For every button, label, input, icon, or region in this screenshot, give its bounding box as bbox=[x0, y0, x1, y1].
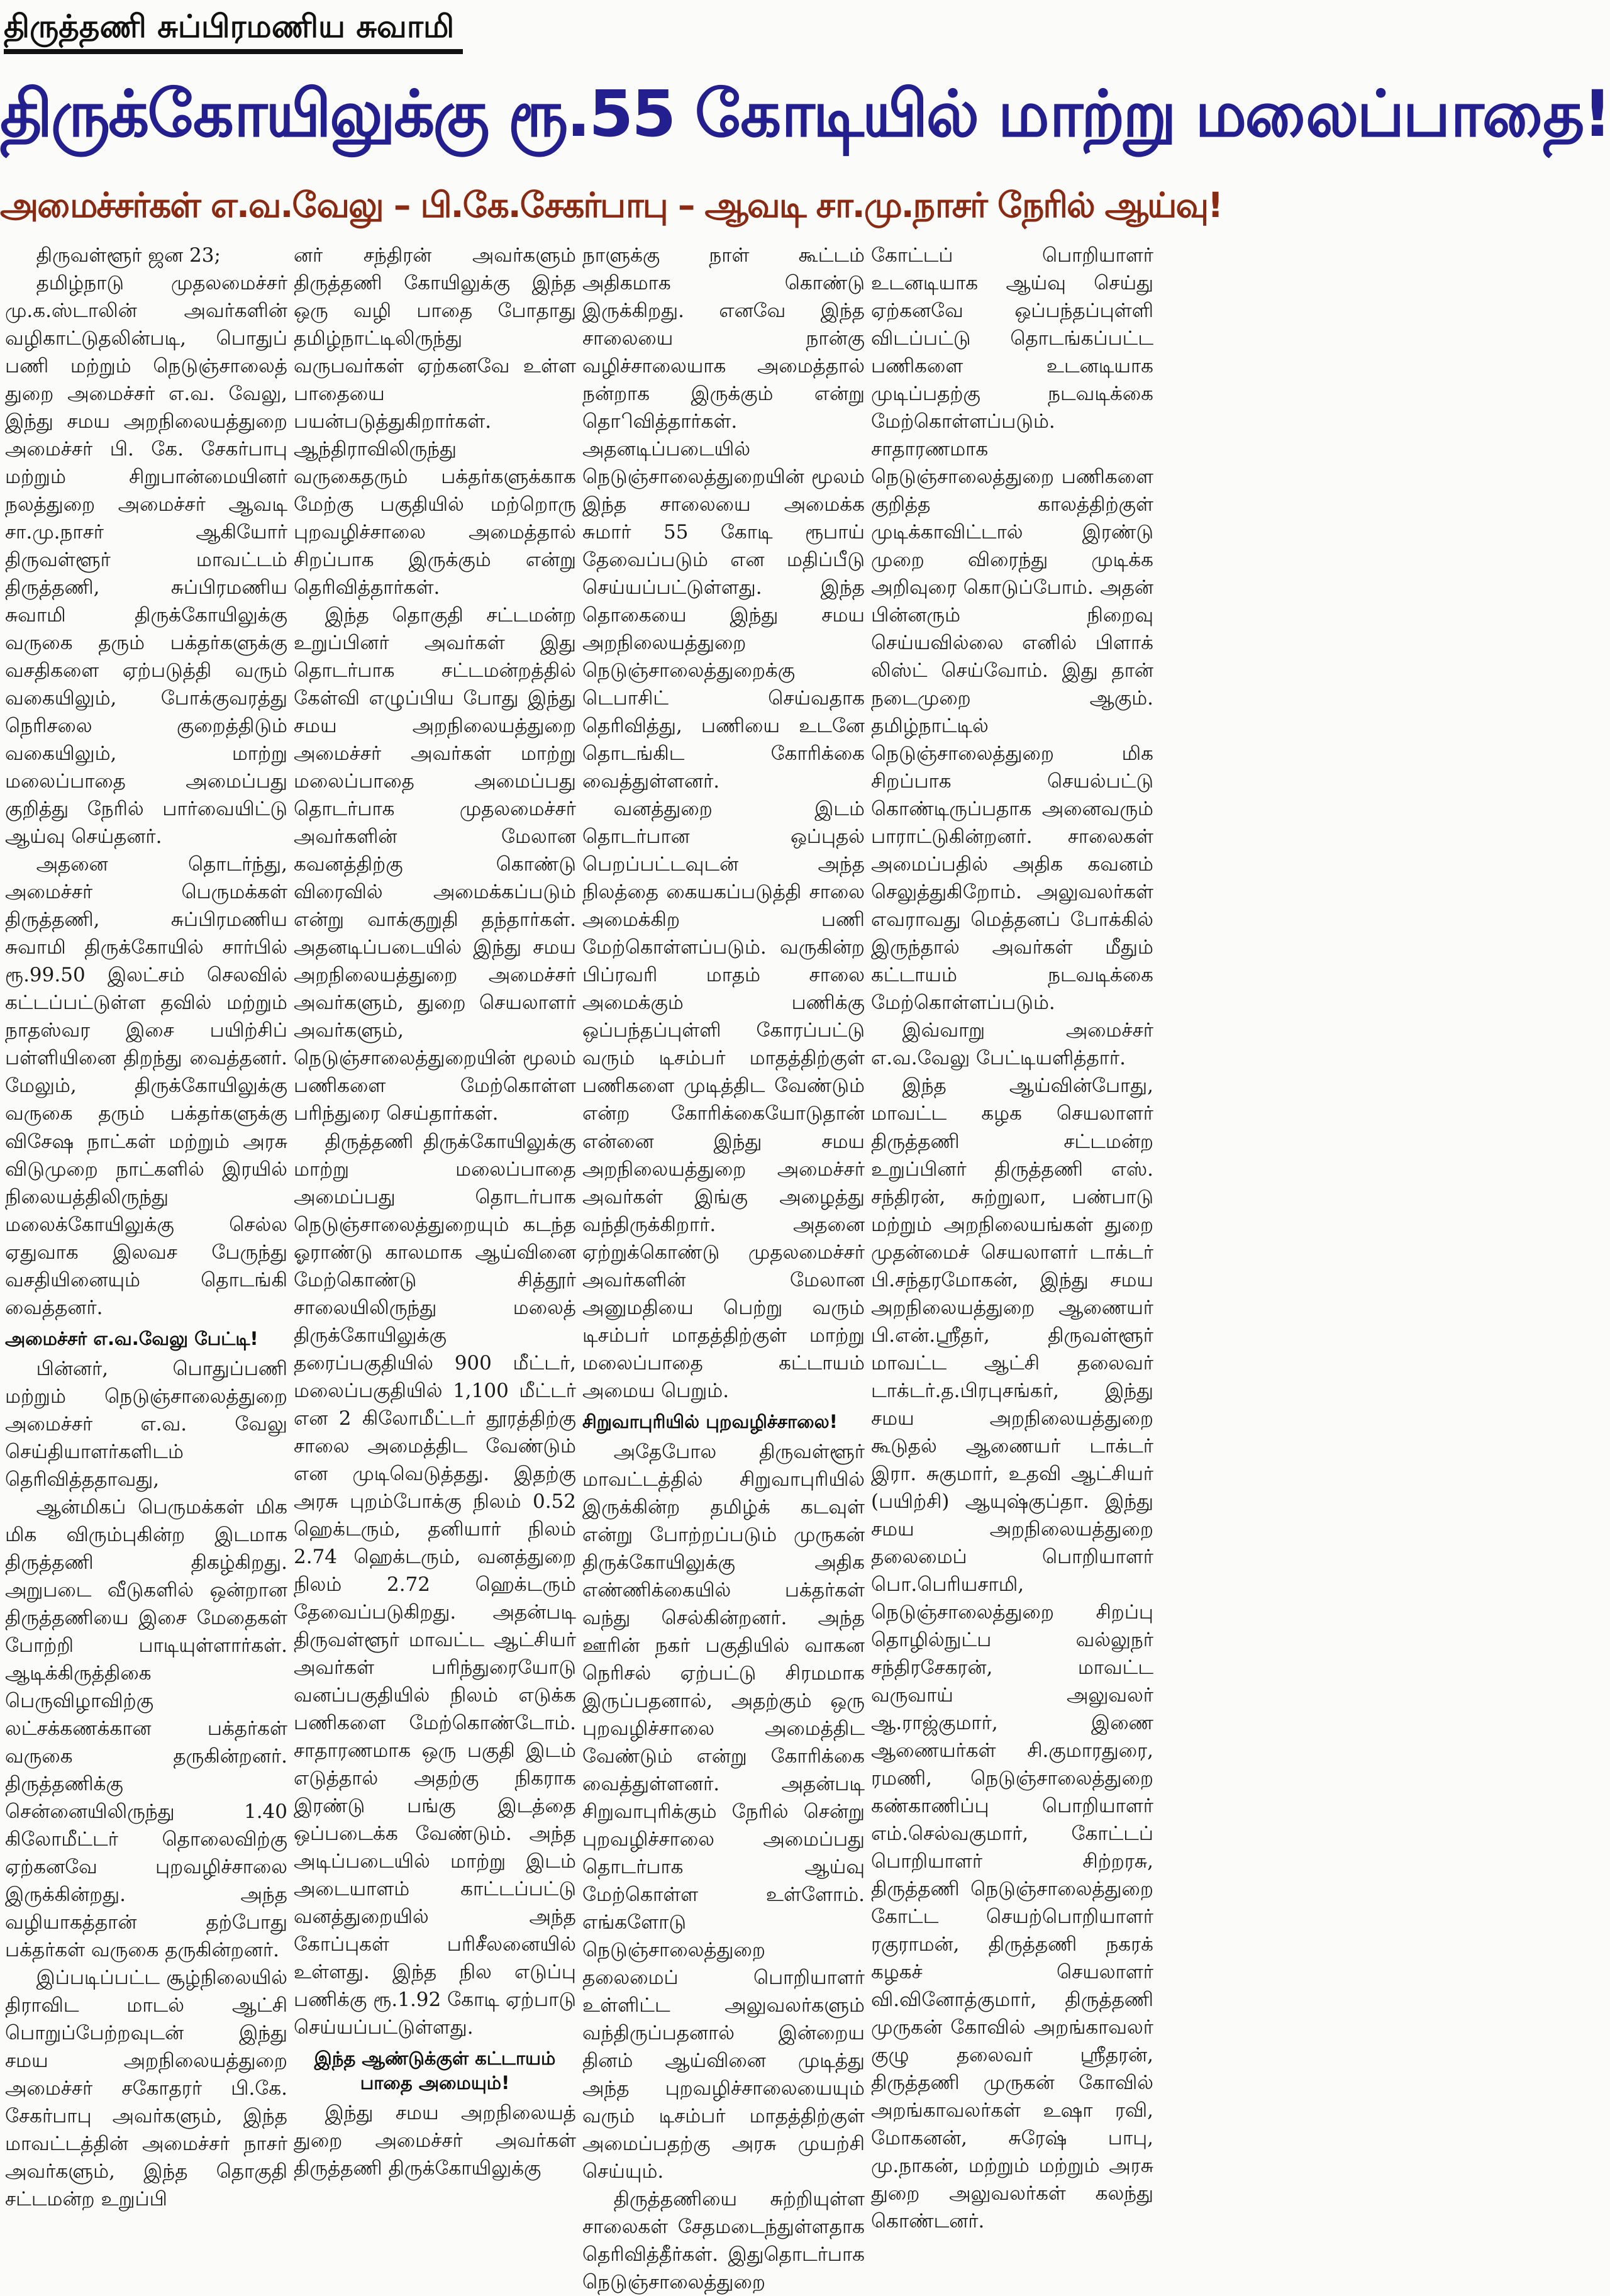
column-4 bbox=[871, 242, 1153, 2233]
column-2 bbox=[294, 242, 576, 2180]
paragraph: அதனை தொடர்ந்து, அமைச்சர் பெருமக்கள் திருத்தணி, சுப்பிரமணிய சுவாமி திருக்கோயில் சார்பில் ரூ.99.50 இலட்சம் செலவில் கட்டப்பட்டுள்ள தவில் மற்றும் நாதஸ்வர இசை பயிற்சிப் பள்ளியினை திறந்து வைத்தனர். மேலும், திருக்கோயிலுக்கு வருகை தரும் பக்தர்களுக்கு விசேஷ நாட்கள் மற்றும் அரசு விடுமுறை நாட்களில் இரயில் நிலையத்திலிருந்து மலைக்கோயிலுக்கு செல்ல ஏதுவாக இலவச பேருந்து வசதியினையும் தொடங்கி வைத்தனர். bbox=[5, 853, 287, 1319]
paragraph: னர் சந்திரன் அவர்களும் திருத்தணி கோயிலுக்கு இந்த ஒரு வழி பாதை போதாது தமிழ்நாட்டிலிருந்து வருபவர்கள் ஏற்கனவே உள்ள பாதையை பயன்படுத்துகிறார்கள். ஆந்திராவிலிருந்து வருகைதரும் பக்தர்களுக்காக மேற்கு பகுதியில் மற்றொரு புறவழிச்சாலை அமைத்தால் சிறப்பாக இருக்கும் என்று தெரிவித்தார்கள். bbox=[294, 244, 576, 599]
subheadline: அமைச்சர்கள் எ.வ.வேலு – பி.கே.சேகர்பாபு – ஆவடி சா.மு.நாசர் நேரில் ஆய்வு! bbox=[0, 185, 1223, 225]
paragraph: இவ்வாறு அமைச்சர் எ.வ.வேலு பேட்டியளித்தார். bbox=[871, 1019, 1153, 1070]
column-1 bbox=[5, 242, 287, 2211]
paragraph: தமிழ்நாடு முதலமைச்சர் மு.க.ஸ்டாலின் அவர்களின் வழிகாட்டுதலின்படி, பொதுப் பணி மற்றும் நெடுஞ்சாலைத் துறை அமைச்சர் எ.வ. வேலு, இந்து சமய அறநிலையத்துறை அமைச்சர் பி. கே. சேகர்பாபு மற்றும் சிறுபான்மையினர் நலத்துறை அமைச்சர் ஆவடி சா.மு.நாசர் ஆகியோர் திருவள்ளூர் மாவட்டம் திருத்தணி, சுப்பிரமணிய சுவாமி திருக்கோயிலுக்கு வருகை தரும் பக்தர்களுக்கு வசதிகளை ஏற்படுத்தி வரும் வகையிலும், போக்குவரத்து நெரிசலை குறைத்திடும் வகையிலும், மாற்று மலைப்பாதை அமைப்பது குறித்து நேரில் பார்வையிட்டு ஆய்வு செய்தனர். bbox=[5, 272, 287, 849]
article-columns bbox=[5, 242, 1153, 2294]
paragraph: திருத்தணி திருக்கோயிலுக்கு மாற்று மலைப்பாதை அமைப்பது தொடர்பாக நெடுஞ்சாலைத்துறையும் கடந்த ஓராண்டு காலமாக ஆய்வினை மேற்கொண்டு சித்தூர் சாலையிலிருந்து மலைத் திருக்கோயிலுக்கு தரைப்பகுதியில் 900 மீட்டர், மலைப்பகுதியில் 1,100 மீட்டர் என 2 கிலோமீட்டர் தூரத்திற்கு சாலை அமைத்திட வேண்டும் என முடிவெடுத்தது. இதற்கு அரசு புறம்போக்கு நிலம் 0.52 ஹெக்டரும், தனியார் நிலம் 2.74 ஹெக்டரும், வனத்துறை நிலம் 2.72 ஹெக்டரும் தேவைப்படுகிறது. அதன்படி திருவள்ளூர் மாவட்ட ஆட்சியர் அவர்கள் பரிந்துரையோடு வனப்பகுதியில் நிலம் எடுக்க பணிகளை மேற்கொண்டோம். சாதாரணமாக ஒரு பகுதி இடம் எடுத்தால் அதற்கு நிகராக இரண்டு பங்கு இடத்தை ஒப்படைக்க வேண்டும். அந்த அடிப்படையில் மாற்று இடம் அடையாளம் காட்டப்பட்டு வனத்துறையில் அந்த கோப்புகள் பரிசீலனையில் உள்ளது. இந்த நில எடுப்பு பணிக்கு ரூ.1.92 கோடி ஏற்பாடு செய்யப்பட்டுள்ளது. bbox=[294, 1130, 576, 2039]
paragraph: ஆன்மிகப் பெருமக்கள் மிக மிக விரும்புகின்ற இடமாக திருத்தணி திகழ்கிறது. அறுபடை வீடுகளில் ஒன்றான திருத்தணியை இசை மேதைகள் போற்றி பாடியுள்ளார்கள். ஆடிக்கிருத்திகை பெருவிழாவிற்கு லட்சக்கணக்கான பக்தர்கள் வருகை தருகின்றனர். திருத்தணிக்கு சென்னையிலிருந்து 1.40 கிலோமீட்டர் தொலைவிற்கு ஏற்கனவே புறவழிச்சாலை இருக்கின்றது. அந்த வழியாகத்தான் தற்போது பக்தர்கள் வருகை தருகின்றனர். bbox=[5, 1495, 287, 1962]
paragraph: இந்த ஆய்வின்போது, மாவட்ட கழக செயலாளர் திருத்தணி சட்டமன்ற உறுப்பினர் திருத்தணி எஸ். சந்திரன், சுற்றுலா, பண்பாடு மற்றும் அறநிலையங்கள் துறை முதன்மைச் செயலாளர் டாக்டர் பி.சந்தரமோகன், இந்து சமய அறநிலையத்துறை ஆணையர் பி.என்.ஸ்ரீதர், திருவள்ளூர் மாவட்ட ஆட்சி தலைவர் டாக்டர்.த.பிரபுசங்கர், இந்து சமய அறநிலையத்துறை கூடுதல் ஆணையர் டாக்டர் இரா. சுகுமார், உதவி ஆட்சியர் (பயிற்சி) ஆயுஷ்குப்தா. இந்து சமய அறநிலையத்துறை தலைமைப் பொறியாளர் பொ.பெரியசாமி, நெடுஞ்சாலைத்துறை சிறப்பு தொழில்நுட்ப வல்லுநர் சந்திரசேகரன், மாவட்ட வருவாய் அலுவலர் ஆ.ராஜ்குமார், இணை ஆணையர்கள் சி.குமாரதுரை, ரமணி, நெடுஞ்சாலைத்துறை கண்காணிப்பு பொறியாளர் எம்.செல்வகுமார், கோட்டப் பொறியாளர் சிற்றரசு, திருத்தணி நெடுஞ்சாலைத்துறை கோட்ட செயற்பொறியாளர் ரகுராமன், திருத்தணி நகரக் கழகச் செயலாளர் வி.வினோத்குமார், திருத்தணி முருகன் கோவில் அறங்காவலர் குழு தலைவர் ஸ்ரீதரன், திருத்தணி முருகன் கோவில் அறங்காவலர்கள் உஷா ரவி, மோகனன், சுரேஷ் பாபு, மு.நாகன், மற்றும் மற்றும் அரசு துறை அலுவலர்கள் கலந்து கொண்டனர். bbox=[871, 1074, 1153, 2233]
headline: திருக்கோயிலுக்கு ரூ.55 கோடியில் மாற்று மலைப்பாதை! bbox=[0, 77, 1610, 152]
paragraph: திருத்தணியை சுற்றியுள்ள சாலைகள் சேதமடைந்துள்ளதாக தெரிவித்தீர்கள். இதுதொடர்பாக நெடுஞ்சாலைத்துறை bbox=[582, 2188, 865, 2294]
section-kicker: திருத்தணி சுப்பிரமணிய சுவாமி bbox=[4, 4, 463, 54]
paragraph: இந்து சமய அறநிலையத் துறை அமைச்சர் அவர்கள் திருத்தணி திருக்கோயிலுக்கு bbox=[294, 2102, 576, 2180]
paragraph: அதேபோல திருவள்ளூர் மாவட்டத்தில் சிறுவாபுரியில் இருக்கின்ற தமிழ்க் கடவுள் என்று போற்றப்படும் முருகன் திருக்கோயிலுக்கு அதிக எண்ணிக்கையில் பக்தர்கள் வந்து செல்கின்றனர். அந்த ஊரின் நகர் பகுதியில் வாகன நெரிசல் ஏற்பட்டு சிரமமாக இருப்பதனால், அதற்கும் ஒரு புறவழிச்சாலை அமைத்திட வேண்டும் என்று கோரிக்கை வைத்துள்ளனர். அதன்படி சிறுவாபுரிக்கும் நேரில் சென்று புறவழிச்சாலை அமைப்பது தொடர்பாக ஆய்வு மேற்கொள்ள உள்ளோம். எங்களோடு நெடுஞ்சாலைத்துறை தலைமைப் பொறியாளர் உள்ளிட்ட அலுவலர்களும் வந்திருப்பதனால் இன்றைய தினம் ஆய்வினை முடித்து அந்த புறவழிச்சாலையையும் வரும் டிசம்பர் மாதத்திற்குள் அமைப்பதற்கு அரசு முயற்சி செய்யும். bbox=[582, 1440, 865, 2183]
section-heading: சிறுவாபுரியில் புறவழிச்சாலை! bbox=[582, 1410, 838, 1432]
paragraph: வனத்துறை இடம் தொடர்பான ஒப்புதல் பெறப்பட்டவுடன் அந்த நிலத்தை கையகப்படுத்தி சாலை அமைக்கிற பணி மேற்கொள்ளப்படும். வருகின்ற பிப்ரவரி மாதம் சாலை அமைக்கும் பணிக்கு ஒப்பந்தப்புள்ளி கோரப்பட்டு வரும் டிசம்பர் மாதத்திற்குள் பணிகளை முடித்திட வேண்டும் என்ற கோரிக்கையோடுதான் என்னை இந்து சமய அறநிலையத்துறை அமைச்சர் அவர்கள் இங்கு அழைத்து வந்திருக்கிறார். அதனை ஏற்றுக்கொண்டு முதலமைச்சர் அவர்களின் மேலான அனுமதியை பெற்று வரும் டிசம்பர் மாதத்திற்குள் மாற்று மலைப்பாதை கட்டாயம் அமைய பெறும். bbox=[582, 798, 865, 1402]
paragraph: பின்னர், பொதுப்பணி மற்றும் நெடுஞ்சாலைத்துறை அமைச்சர் எ.வ. வேலு செய்தியாளர்களிடம் தெரிவித்ததாவது, bbox=[5, 1357, 287, 1491]
paragraph: இந்த தொகுதி சட்டமன்ற உறுப்பினர் அவர்கள் இது தொடர்பாக சட்டமன்றத்தில் கேள்வி எழுப்பிய போது இந்து சமய அறநிலையத்துறை அமைச்சர் அவர்கள் மாற்று மலைப்பாதை அமைப்பது தொடர்பாக முதலமைச்சர் அவர்களின் மேலான கவனத்திற்கு கொண்டு விரைவில் அமைக்கப்படும் என்று வாக்குறுதி தந்தார்கள். அதனடிப்படையில் இந்து சமய அறநிலையத்துறை அமைச்சர் அவர்களும், துறை செயலாளர் அவர்களும், நெடுஞ்சாலைத்துறையின் மூலம் பணிகளை மேற்கொள்ள பரிந்துரை செய்தார்கள். bbox=[294, 604, 576, 1125]
column-3 bbox=[582, 242, 865, 2294]
dateline: திருவள்ளூர் ஜன 23; bbox=[36, 244, 221, 267]
section-heading: அமைச்சர் எ.வ.வேலு பேட்டி! bbox=[5, 1327, 258, 1349]
paragraph: இப்படிப்பட்ட சூழ்நிலையில் திராவிட மாடல் ஆட்சி பொறுப்பேற்றவுடன் இந்து சமய அறநிலையத்துறை அமைச்சர் சகோதரர் பி.கே. சேகர்பாபு அவர்களும், இந்த மாவட்டத்தின் அமைச்சர் நாசர் அவர்களும், இந்த தொகுதி சட்டமன்ற உறுப்பி bbox=[5, 1966, 287, 2211]
paragraph: கோட்டப் பொறியாளர் உடனடியாக ஆய்வு செய்து ஏற்கனவே ஒப்பந்தப்புள்ளி விடப்பட்டு தொடங்கப்பட்ட பணிகளை உடனடியாக முடிப்பதற்கு நடவடிக்கை மேற்கொள்ளப்படும். சாதாரணமாக நெடுஞ்சாலைத்துறை பணிகளை குறித்த காலத்திற்குள் முடிக்காவிட்டால் இரண்டு முறை விரைந்து முடிக்க அறிவுரை கொடுப்போம். அதன் பின்னரும் நிறைவு செய்யவில்லை எனில் பிளாக் லிஸ்ட் செய்வோம். இது தான் நடைமுறை ஆகும். தமிழ்நாட்டில் நெடுஞ்சாலைத்துறை மிக சிறப்பாக செயல்பட்டு கொண்டிருப்பதாக அனைவரும் பாராட்டுகின்றனர். சாலைகள் அமைப்பதில் அதிக கவனம் செலுத்துகிறோம். அலுவலர்கள் எவராவது மெத்தனப் போக்கில் இருந்தால் அவர்கள் மீதும் கட்டாயம் நடவடிக்கை மேற்கொள்ளப்படும். bbox=[871, 244, 1153, 1015]
section-heading: இந்த ஆண்டுக்குள் கட்டாயம் பாதை அமையும்! bbox=[314, 2048, 556, 2094]
paragraph: நாளுக்கு நாள் கூட்டம் அதிகமாக கொண்டு இருக்கிறது. எனவே இந்த சாலையை நான்கு வழிச்சாலையாக அமைத்தால் நன்றாக இருக்கும் என்று தொிவித்தார்கள். அதனடிப்படையில் நெடுஞ்சாலைத்துறையின் மூலம் இந்த சாலையை அமைக்க சுமார் 55 கோடி ரூபாய் தேவைப்படும் என மதிப்பீடு செய்யப்பட்டுள்ளது. இந்த தொகையை இந்து சமய அறநிலையத்துறை நெடுஞ்சாலைத்துறைக்கு டெபாசிட் செய்வதாக தெரிவித்து, பணியை உடனே தொடங்கிட கோரிக்கை வைத்துள்ளனர். bbox=[582, 244, 865, 793]
